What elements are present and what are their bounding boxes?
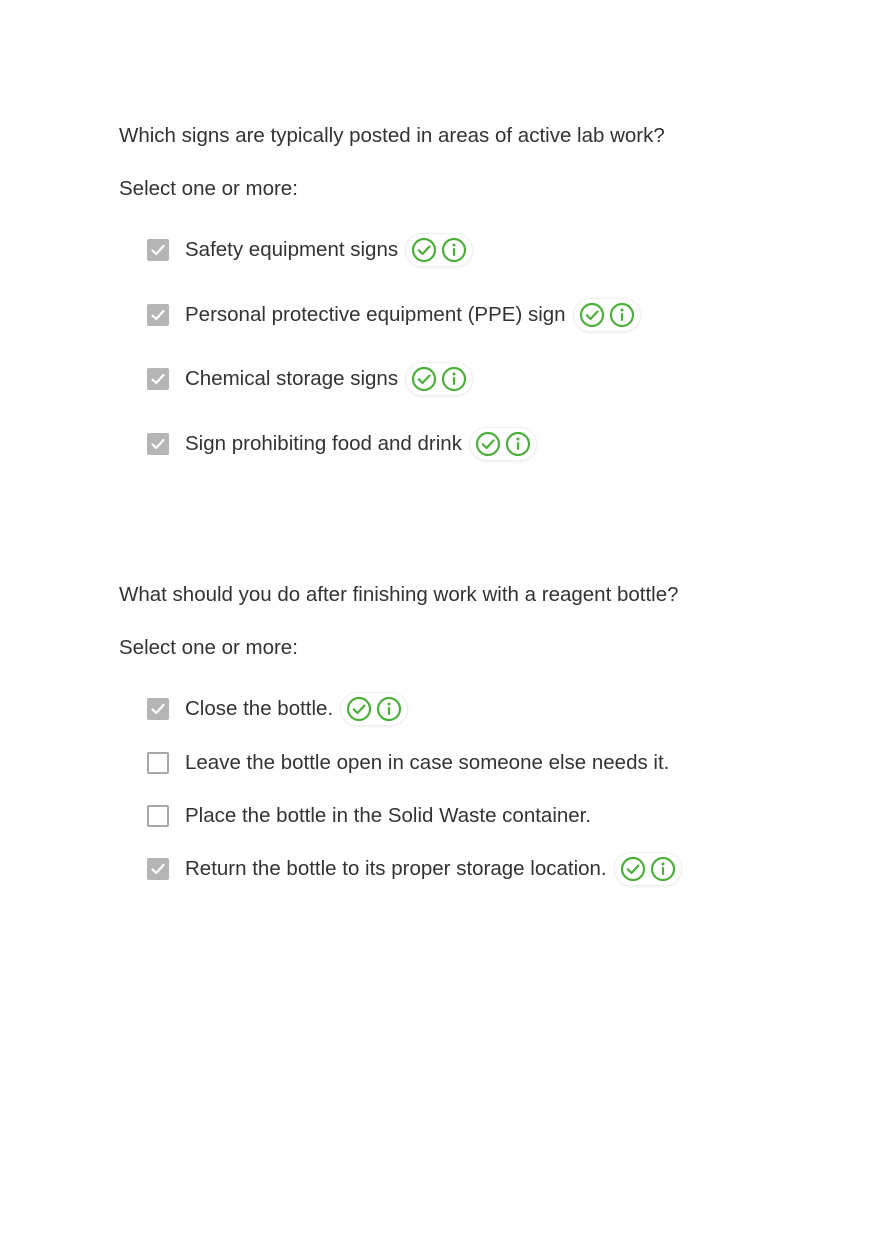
checkbox-checked[interactable] [147, 698, 169, 720]
option-label: Safety equipment signs [185, 238, 399, 261]
question-1-options [147, 230, 839, 464]
feedback-badge [574, 299, 640, 331]
question-2-prompt: Select one or more: [119, 636, 298, 659]
checkbox-checked[interactable] [147, 368, 169, 390]
question-1 [119, 122, 839, 488]
question-1-prompt: Select one or more: [119, 177, 298, 200]
question-1-text: Which signs are typically posted in areas of active lab work? [119, 124, 665, 147]
question-2-options [147, 689, 839, 889]
option-chemical-storage-signs[interactable] [147, 359, 839, 399]
option-no-food-drink-sign[interactable] [147, 424, 839, 464]
check-circle-icon [411, 366, 437, 392]
feedback-badge [470, 428, 536, 460]
checkmark-icon [150, 436, 166, 452]
info-circle-icon[interactable] [376, 696, 402, 722]
option-label: Chemical storage signs [185, 367, 399, 390]
feedback-badge [406, 363, 472, 395]
info-circle-icon[interactable] [441, 366, 467, 392]
checkmark-icon [150, 242, 166, 258]
option-ppe-sign[interactable] [147, 295, 839, 335]
option-return-to-storage[interactable] [147, 849, 839, 889]
option-solid-waste-container[interactable] [147, 796, 839, 836]
info-circle-icon[interactable] [650, 856, 676, 882]
feedback-badge [615, 853, 681, 885]
option-label: Close the bottle. [185, 697, 334, 720]
option-label: Sign prohibiting food and drink [185, 431, 462, 455]
option-label: Leave the bottle open in case someone else needs it. [185, 751, 670, 774]
option-close-bottle[interactable] [147, 689, 839, 729]
checkbox-checked[interactable] [147, 239, 169, 261]
question-2-text: What should you do after finishing work with a reagent bottle? [119, 583, 679, 606]
checkbox-checked[interactable] [147, 433, 169, 455]
checkbox-checked[interactable] [147, 858, 169, 880]
checkmark-icon [150, 371, 166, 387]
checkmark-icon [150, 861, 166, 877]
feedback-badge [406, 234, 472, 266]
feedback-badge [341, 693, 407, 725]
check-circle-icon [411, 237, 437, 263]
info-circle-icon[interactable] [609, 302, 635, 328]
checkbox-checked[interactable] [147, 304, 169, 326]
info-circle-icon[interactable] [505, 431, 531, 457]
check-circle-icon [579, 302, 605, 328]
check-circle-icon [346, 696, 372, 722]
checkbox-unchecked[interactable] [147, 752, 169, 774]
option-label: Place the bottle in the Solid Waste container. [185, 804, 592, 827]
check-circle-icon [620, 856, 646, 882]
check-circle-icon [475, 431, 501, 457]
info-circle-icon[interactable] [441, 237, 467, 263]
option-leave-bottle-open[interactable] [147, 743, 839, 783]
checkbox-unchecked[interactable] [147, 805, 169, 827]
checkmark-icon [150, 307, 166, 323]
option-safety-equipment-signs[interactable] [147, 230, 839, 270]
option-label: Return the bottle to its proper storage location. [185, 857, 607, 880]
question-2 [119, 581, 839, 903]
checkmark-icon [150, 701, 166, 717]
option-label: Personal protective equipment (PPE) sign [185, 302, 566, 326]
